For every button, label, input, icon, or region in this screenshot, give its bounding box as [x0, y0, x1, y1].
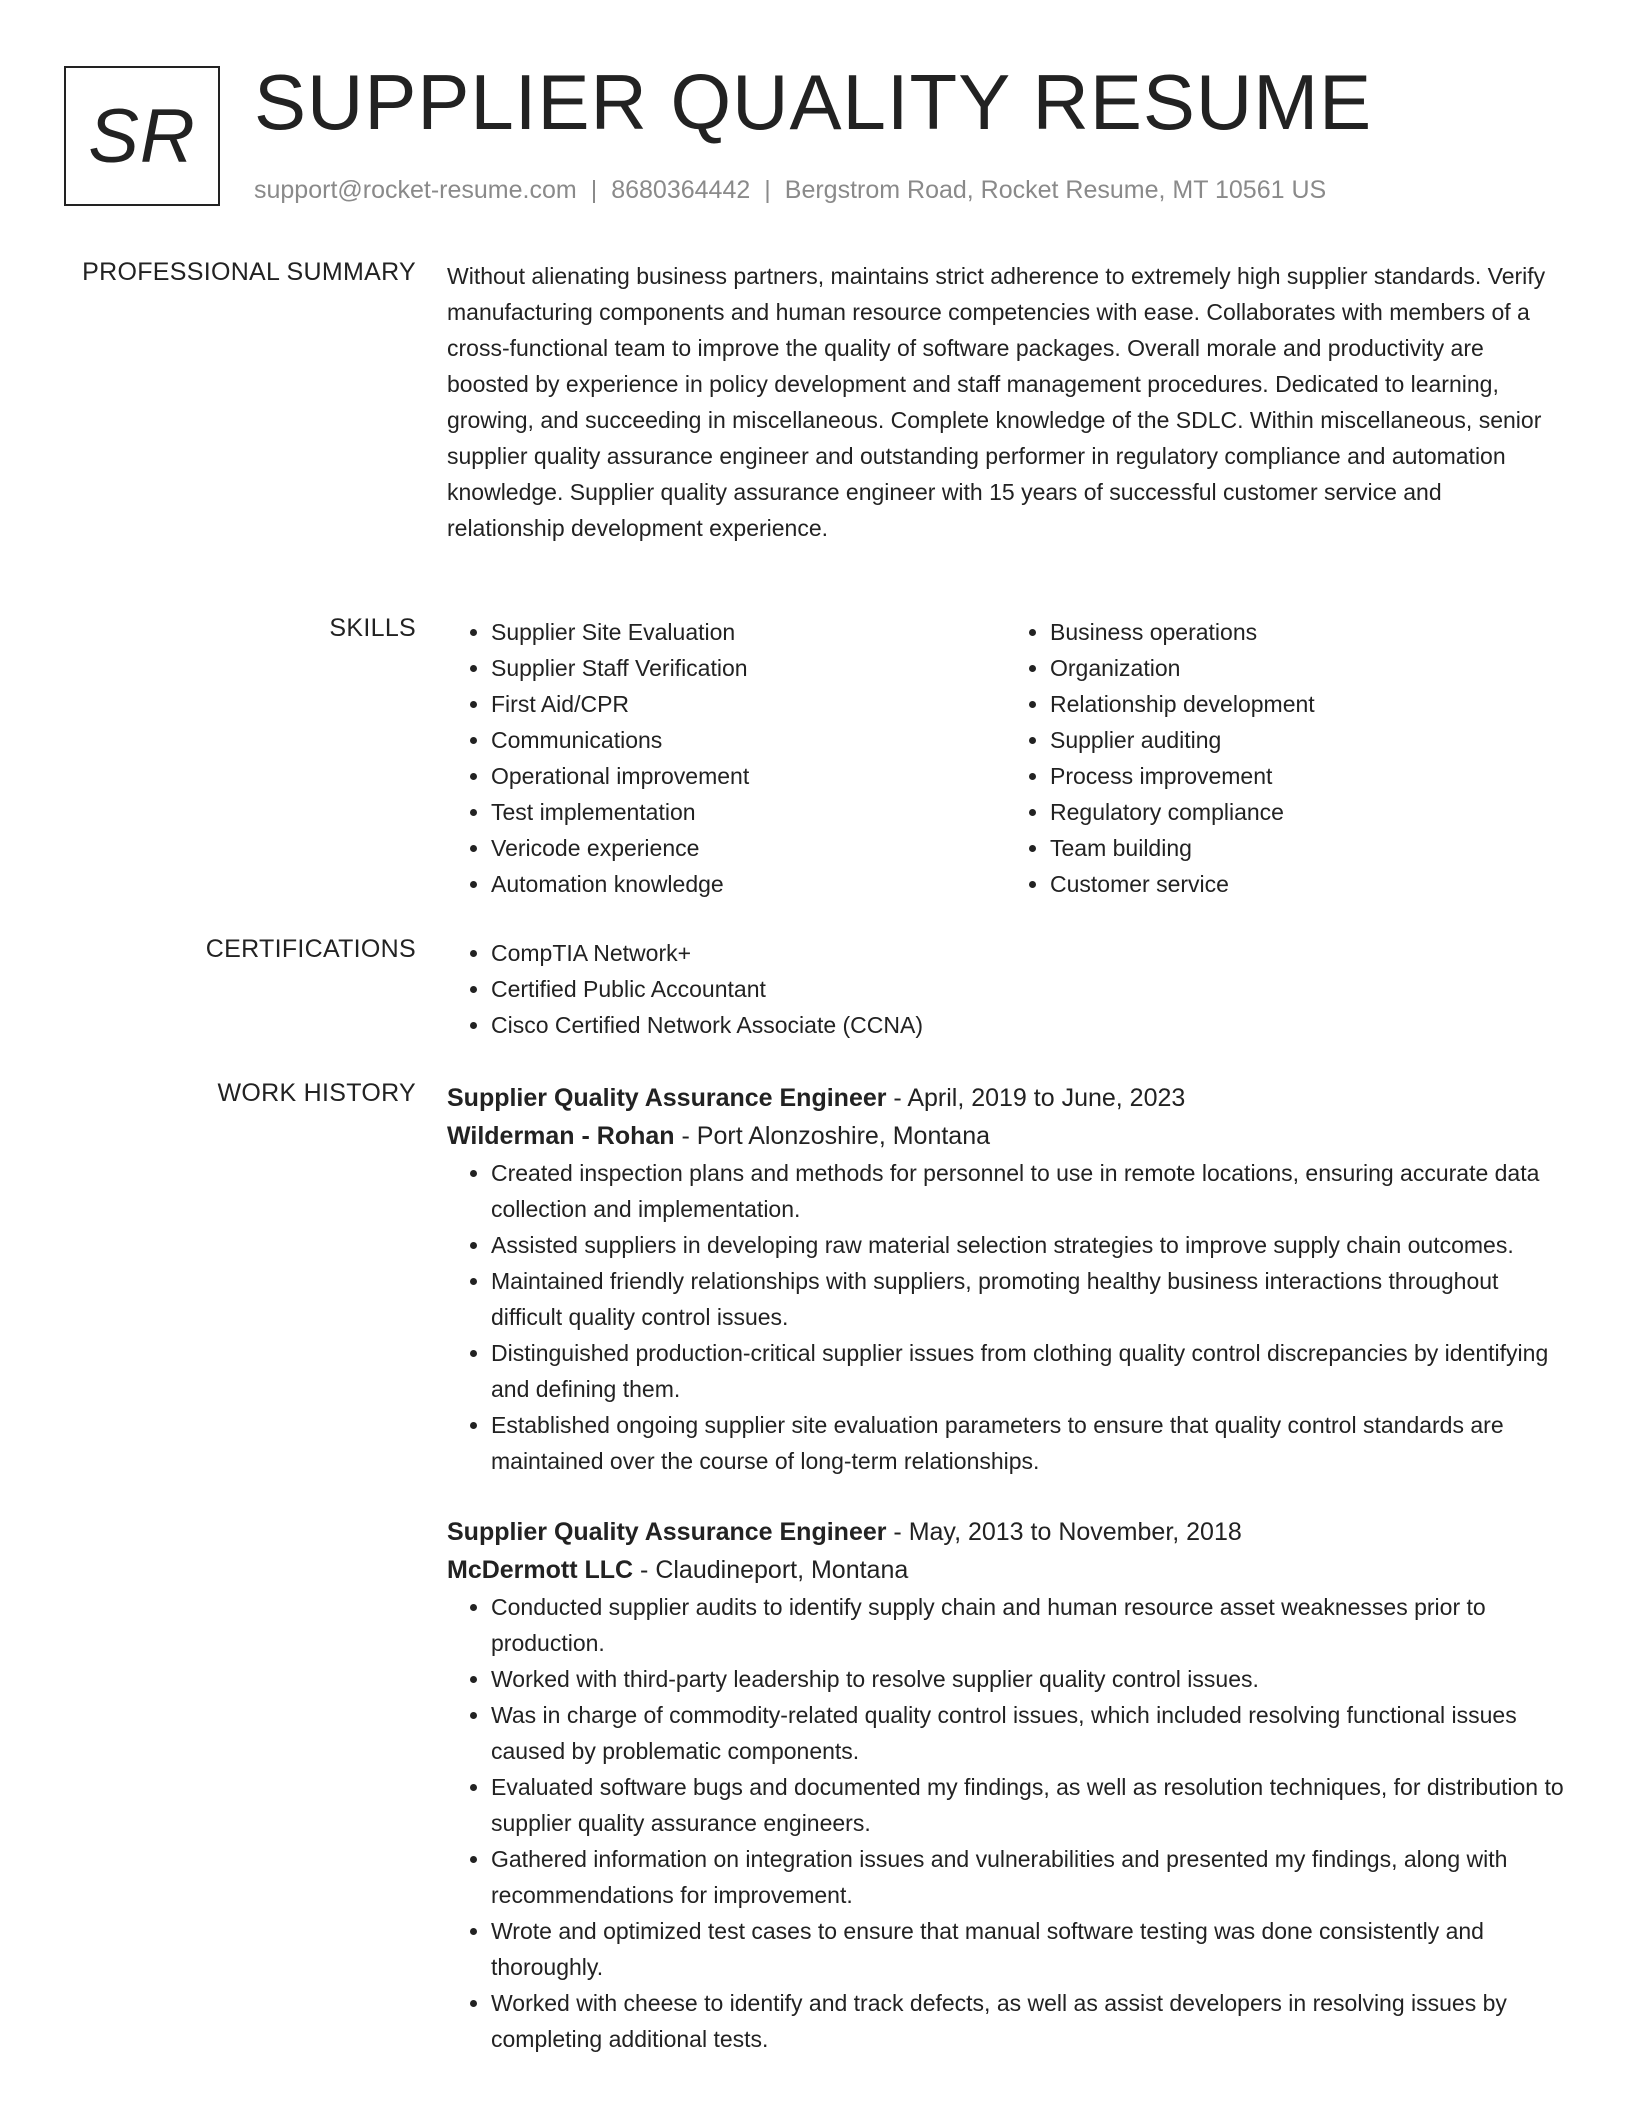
job-company-line [447, 1117, 1565, 1155]
skill-item: • Process improvement [1050, 758, 1565, 794]
contact-separator: | [764, 176, 771, 204]
monogram-box [64, 66, 220, 206]
skill-item: • Regulatory compliance [1050, 794, 1565, 830]
skill-item: • Automation knowledge [491, 866, 1006, 902]
job-duties-list [447, 1155, 1565, 1479]
work-history-heading: WORK HISTORY [217, 1079, 416, 1107]
job-duty: • Wrote and optimized test cases to ensure that manual software testing was done consistently and thoroughly. [491, 1913, 1565, 1985]
job-location: - Claudineport, Montana [633, 1556, 909, 1584]
skill-item: • Business operations [1050, 614, 1565, 650]
skill-item: • Supplier Site Evaluation [491, 614, 1006, 650]
job-duty: • Gathered information on integration issues and vulnerabilities and presented my findings, along with recommendations for improvement. [491, 1841, 1565, 1913]
job-dates: - May, 2013 to November, 2018 [886, 1518, 1242, 1546]
job-title: Supplier Quality Assurance Engineer [447, 1518, 887, 1546]
skills-list-left [447, 614, 1006, 902]
skill-item: • First Aid/CPR [491, 686, 1006, 722]
job-duty: • Evaluated software bugs and documented my findings, as well as resolution techniques, for distribution to supplier quality assurance engineers. [491, 1769, 1565, 1841]
job-duty: • Conducted supplier audits to identify supply chain and human resource asset weaknesses prior to production. [491, 1589, 1565, 1661]
contact-email[interactable]: support@rocket-resume.com [254, 176, 577, 204]
job-location: - Port Alonzoshire, Montana [674, 1122, 991, 1150]
job-company-line [447, 1551, 1565, 1589]
skill-item: • Communications [491, 722, 1006, 758]
job-title-line [447, 1513, 1565, 1551]
skills-heading: SKILLS [329, 614, 416, 642]
job-duty: • Worked with cheese to identify and track defects, as well as assist developers in resolving issues by completing additional tests. [491, 1985, 1565, 2057]
job-duty: • Assisted suppliers in developing raw material selection strategies to improve supply chain outcomes. [491, 1227, 1565, 1263]
skill-item: • Customer service [1050, 866, 1565, 902]
skill-item: • Vericode experience [491, 830, 1006, 866]
certification-item: • CompTIA Network+ [491, 935, 1565, 971]
skill-item: • Relationship development [1050, 686, 1565, 722]
resume-title: SUPPLIER QUALITY RESUME [254, 58, 1373, 146]
monogram-initials: SR [88, 93, 196, 179]
contact-address: Bergstrom Road, Rocket Resume, MT 10561 US [784, 176, 1327, 204]
skill-item: • Supplier auditing [1050, 722, 1565, 758]
job-duty: • Worked with third-party leadership to resolve supplier quality control issues. [491, 1661, 1565, 1697]
skill-item: • Team building [1050, 830, 1565, 866]
job-entry [447, 1079, 1565, 1479]
skill-item: • Organization [1050, 650, 1565, 686]
summary-heading: PROFESSIONAL SUMMARY [82, 258, 416, 286]
job-company: McDermott LLC [447, 1556, 634, 1584]
job-dates: - April, 2019 to June, 2023 [886, 1084, 1186, 1112]
certifications-heading: CERTIFICATIONS [205, 935, 416, 963]
skill-item: • Operational improvement [491, 758, 1006, 794]
skill-item: • Supplier Staff Verification [491, 650, 1006, 686]
job-duty: • Created inspection plans and methods for personnel to use in remote locations, ensuring accurate data collection and implementation. [491, 1155, 1565, 1227]
skill-item: • Test implementation [491, 794, 1006, 830]
certification-item: • Certified Public Accountant [491, 971, 1565, 1007]
certification-item: • Cisco Certified Network Associate (CCNA) [491, 1007, 1565, 1043]
job-company: Wilderman - Rohan [447, 1122, 675, 1150]
contact-line [254, 176, 1326, 205]
summary-text: Without alienating business partners, maintains strict adherence to extremely high supplier standards. Verify manufacturing components and human resource competencies with ease. Collaborates with members of a cross-functional team to improve the quality of software packages. Overall morale and productivity are boosted by experience in policy development and staff management procedures. Dedicated to learning, growing, and succeeding in miscellaneous. Complete knowledge of the SDLC. Within miscellaneous, senior supplier quality assurance engineer and outstanding performer in regulatory compliance and automation knowledge. Supplier quality assurance engineer with 15 years of successful customer service and relationship development experience. [447, 263, 1546, 541]
job-duties-list [447, 1589, 1565, 2057]
job-duty: • Established ongoing supplier site evaluation parameters to ensure that quality control standards are maintained over the course of long-term relationships. [491, 1407, 1565, 1479]
contact-phone[interactable]: 8680364442 [611, 176, 751, 204]
contact-separator: | [590, 176, 598, 204]
job-duty: • Maintained friendly relationships with suppliers, promoting healthy business interactions throughout difficult quality control issues. [491, 1263, 1565, 1335]
job-title-line [447, 1079, 1565, 1117]
certifications-list [447, 935, 1565, 1043]
skills-list-right [1006, 614, 1565, 902]
job-duty: • Distinguished production-critical supplier issues from clothing quality control discrepancies by identifying and defining them. [491, 1335, 1565, 1407]
job-title: Supplier Quality Assurance Engineer [447, 1084, 887, 1112]
job-duty: • Was in charge of commodity-related quality control issues, which included resolving functional issues caused by problematic components. [491, 1697, 1565, 1769]
job-entry [447, 1513, 1565, 2057]
